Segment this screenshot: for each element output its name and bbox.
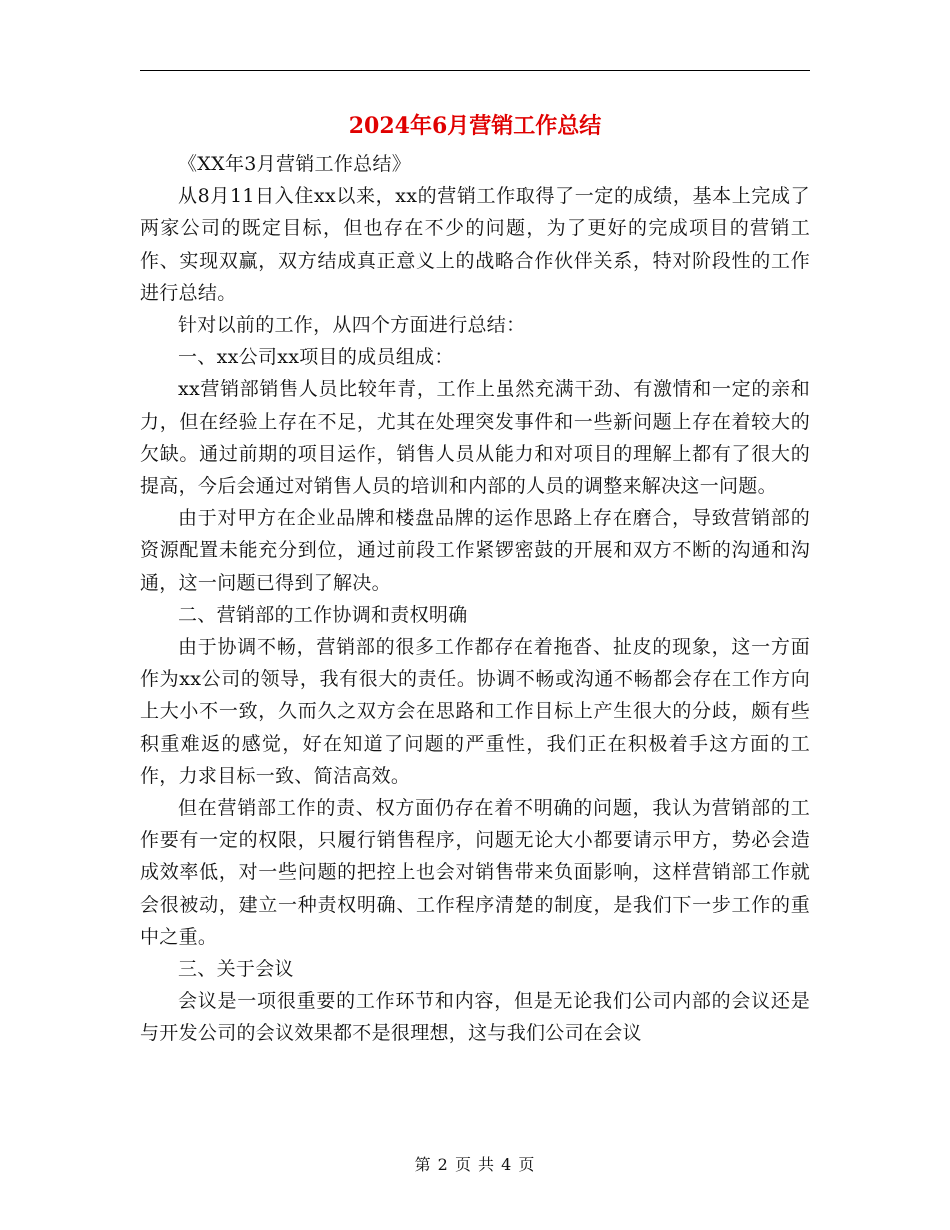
paragraph: xx营销部销售人员比较年青，工作上虽然充满干劲、有激情和一定的亲和力，但在经验上存在不足，尤其在处理突发事件和一些新问题上存在着较大的欠缺。通过前期的项目运作，销售人员从能力和对项目的理解上都有了很大的提高，今后会通过对销售人员的培训和内部的人员的调整来解决这一问题。 <box>140 378 810 498</box>
paragraph: 会议是一项很重要的工作环节和内容，但是无论我们公司内部的会议还是与开发公司的会议效果都不是很理想，这与我们公司在会议 <box>140 990 810 1045</box>
paragraph: 由于协调不畅，营销部的很多工作都存在着拖沓、扯皮的现象，这一方面作为xx公司的领导，我有很大的责任。协调不畅或沟通不畅都会存在工作方向上大小不一致，久而久之双方会在思路和工作目标上产生很大的分歧，颇有些积重难返的感觉，好在知道了问题的严重性，我们正在积极着手这方面的工作，力求目标一致、简洁高效。 <box>140 636 810 787</box>
section-heading: 三、关于会议 <box>178 958 294 981</box>
paragraph: 从8月11日入住xx以来，xx的营销工作取得了一定的成绩，基本上完成了两家公司的既定目标，但也存在不少的问题，为了更好的完成项目的营销工作、实现双赢，双方结成真正意义上的战略合作伙伴关系，特对阶段性的工作进行总结。 <box>140 185 810 304</box>
paragraph: 由于对甲方在企业品牌和楼盘品牌的运作思路上存在磨合，导致营销部的资源配置未能充分到位，通过前段工作紧锣密鼓的开展和双方不断的沟通和沟通，这一问题已得到了解决。 <box>140 507 810 594</box>
paragraph: 但在营销部工作的责、权方面仍存在着不明确的问题，我认为营销部的工作要有一定的权限，只履行销售程序，问题无论大小都要请示甲方，势必会造成效率低，对一些问题的把控上也会对销售带来负面影响，这样营销部工作就会很被动，建立一种责权明确、工作程序清楚的制度，是我们下一步工作的重中之重。 <box>140 797 810 948</box>
header-rule <box>140 70 810 71</box>
page-footer: 第 2 页 共 4 页 <box>414 1155 536 1174</box>
section-heading: 一、xx公司xx项目的成员组成： <box>178 346 454 369</box>
document-body <box>140 148 810 1050</box>
document-title: 2024年6月营销工作总结 <box>348 113 602 139</box>
paragraph: 《XX年3月营销工作总结》 <box>178 153 412 175</box>
section-heading: 二、营销部的工作协调和责权明确 <box>178 603 468 626</box>
paragraph: 针对以前的工作，从四个方面进行总结： <box>178 314 526 337</box>
